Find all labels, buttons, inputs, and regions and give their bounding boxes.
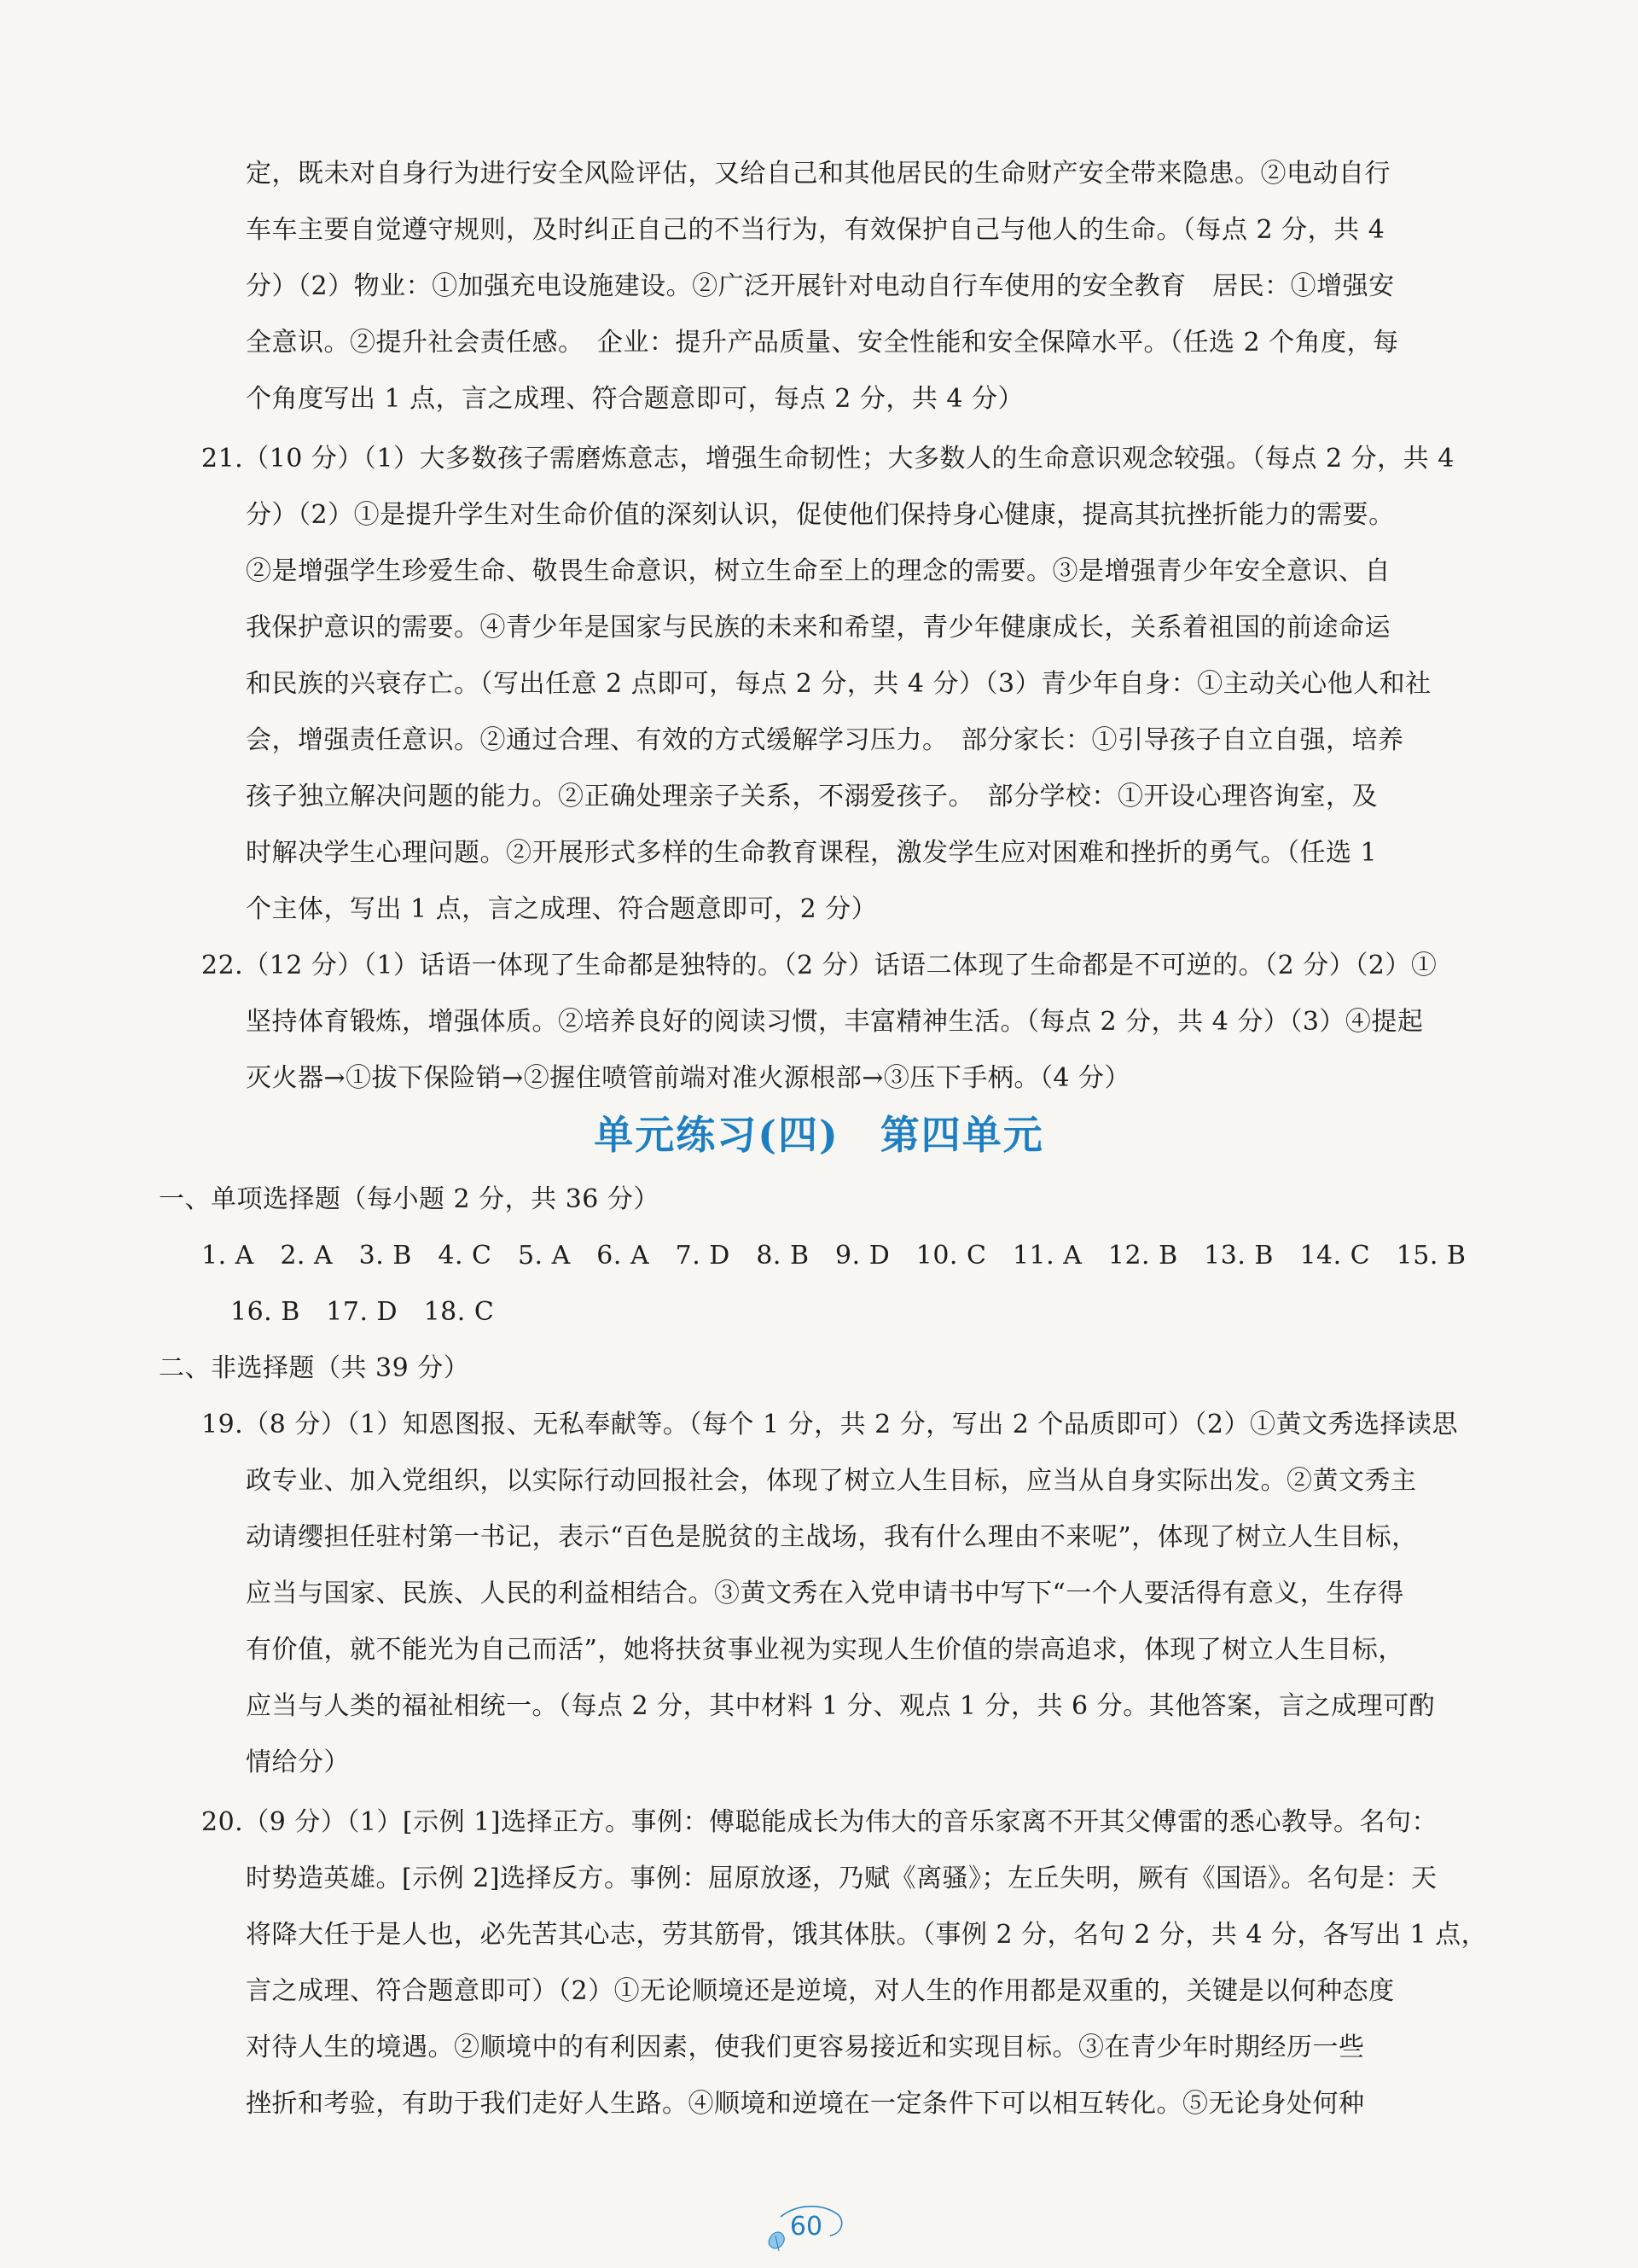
text-line: 个主体，写出 1 点，言之成理、符合题意即可，2 分） (246, 894, 878, 924)
text-line: 应当与国家、民族、人民的利益相结合。③黄文秀在入党申请书中写下“一个人要活得有意义，生存得 (246, 1579, 1404, 1608)
text-line: ②是增强学生珍爱生命、敬畏生命意识，树立生命至上的理念的需要。③是增强青少年安全意识、自 (246, 556, 1391, 586)
page-number (764, 2201, 849, 2253)
text-line: 20.（9 分）（1）[示例 1]选择正方。事例：傅聪能成长为伟大的音乐家离不开其父傅雷的悉心教导。名句： (201, 1807, 1438, 1837)
text-line: 个角度写出 1 点，言之成理、符合题意即可，每点 2 分，共 4 分） (246, 384, 1024, 414)
text-line: 19.（8 分）（1）知恩图报、无私奉献等。（每个 1 分，共 2 分，写出 2 个品质即可）（2）①黄文秀选择读思 (201, 1410, 1458, 1439)
text-line: 情给分） (246, 1748, 350, 1777)
text-line: 政专业、加入党组织，以实际行动回报社会，体现了树立人生目标，应当从自身实际出发。②黄文秀主 (246, 1466, 1417, 1496)
page-number-text: 60 (789, 2212, 823, 2242)
text-line: 全意识。②提升社会责任感。 企业：提升产品质量、安全性能和安全保障水平。（任选 2 个角度，每 (246, 328, 1399, 358)
text-line: 言之成理、符合题意即可）（2）①无论顺境还是逆境，对人生的作用都是双重的，关键是以何种态度 (246, 1976, 1395, 2006)
text-line: 我保护意识的需要。④青少年是国家与民族的未来和希望，青少年健康成长，关系着祖国的前途命运 (246, 613, 1391, 643)
text-line: 22.（12 分）（1）话语一体现了生命都是独特的。（2 分）话语二体现了生命都是不可逆的。（2 分）（2）① (201, 951, 1438, 980)
text-line: 车车主要自觉遵守规则，及时纠正自己的不当行为，有效保护自己与他人的生命。（每点 2 分，共 4 (246, 215, 1385, 245)
text-line: 时势造英雄。[示例 2]选择反方。事例：屈原放逐，乃赋《离骚》；左丘失明，厥有《国语》。名句是：天 (246, 1864, 1438, 1893)
text-line: 坚持体育锻炼，增强体质。②培养良好的阅读习惯，丰富精神生活。（每点 2 分，共 4 分）（3）④提起 (246, 1007, 1424, 1037)
text-line: 时解决学生心理问题。②开展形式多样的生命教育课程，激发学生应对困难和挫折的勇气。（任选 1 (246, 838, 1378, 868)
text-line: 灭火器→①拔下保险销→②握住喷管前端对准火源根部→③压下手柄。（4 分） (246, 1063, 1131, 1093)
section-heading: 二、非选择题（共 39 分） (159, 1353, 470, 1383)
text-line: 孩子独立解决问题的能力。②正确处理亲子关系，不溺爱孩子。 部分学校：①开设心理咨询室，及 (246, 782, 1378, 811)
text-line: 会，增强责任意识。②通过合理、有效的方式缓解学习压力。 部分家长：①引导孩子自立自强，培养 (246, 725, 1404, 755)
text-line: 挫折和考验，有助于我们走好人生路。④顺境和逆境在一定条件下可以相互转化。⑤无论身处何种 (246, 2089, 1365, 2119)
section-heading: 一、单项选择题（每小题 2 分，共 36 分） (159, 1184, 659, 1214)
text-line: 应当与人类的福祉相统一。（每点 2 分，其中材料 1 分、观点 1 分，共 6 分。其他答案，言之成理可酌 (246, 1691, 1436, 1721)
text-line: 21.（10 分）（1）大多数孩子需磨炼意志，增强生命韧性；大多数人的生命意识观念较强。（每点 2 分，共 4 (201, 444, 1455, 474)
text-line: 将降大任于是人也，必先苦其心志，劳其筋骨，饿其体肤。（事例 2 分，名句 2 分，共 4 分，各写出 1 点， (246, 1920, 1488, 1950)
text-line: 定，既未对自身行为进行安全风险评估，又给自己和其他居民的生命财产安全带来隐患。②电动自行 (246, 159, 1391, 189)
text-line: 动请缨担任驻村第一书记，表示“百色是脱贫的主战场，我有什么理由不来呢”，体现了树立人生目标， (246, 1522, 1418, 1552)
text-line: 分）（2）物业：①加强充电设施建设。②广泛开展针对电动自行车使用的安全教育 居民：①增强安 (246, 271, 1395, 301)
text-line: 有价值，就不能光为自己而活”，她将扶贫事业视为实现人生价值的崇高追求，体现了树立人生目标， (246, 1635, 1404, 1665)
text-line: 分）（2）①是提升学生对生命价值的深刻认识，促使他们保持身心健康，提高其抗挫折能力的需要。 (246, 500, 1395, 530)
answers-row: 16. B 17. D 18. C (230, 1297, 495, 1327)
answers-row: 1. A 2. A 3. B 4. C 5. A 6. A 7. D 8. B 9. D 10. C 11. A 12. B 13. B 14. C 15. B (201, 1241, 1467, 1271)
text-line: 和民族的兴衰存亡。（写出任意 2 点即可，每点 2 分，共 4 分）（3）青少年自身：①主动关心他人和社 (246, 669, 1432, 699)
text-line: 对待人生的境遇。②顺境中的有利因素，使我们更容易接近和实现目标。③在青少年时期经历一些 (246, 2032, 1365, 2062)
unit-title: 单元练习(四) 第四单元 (594, 1112, 1044, 1158)
